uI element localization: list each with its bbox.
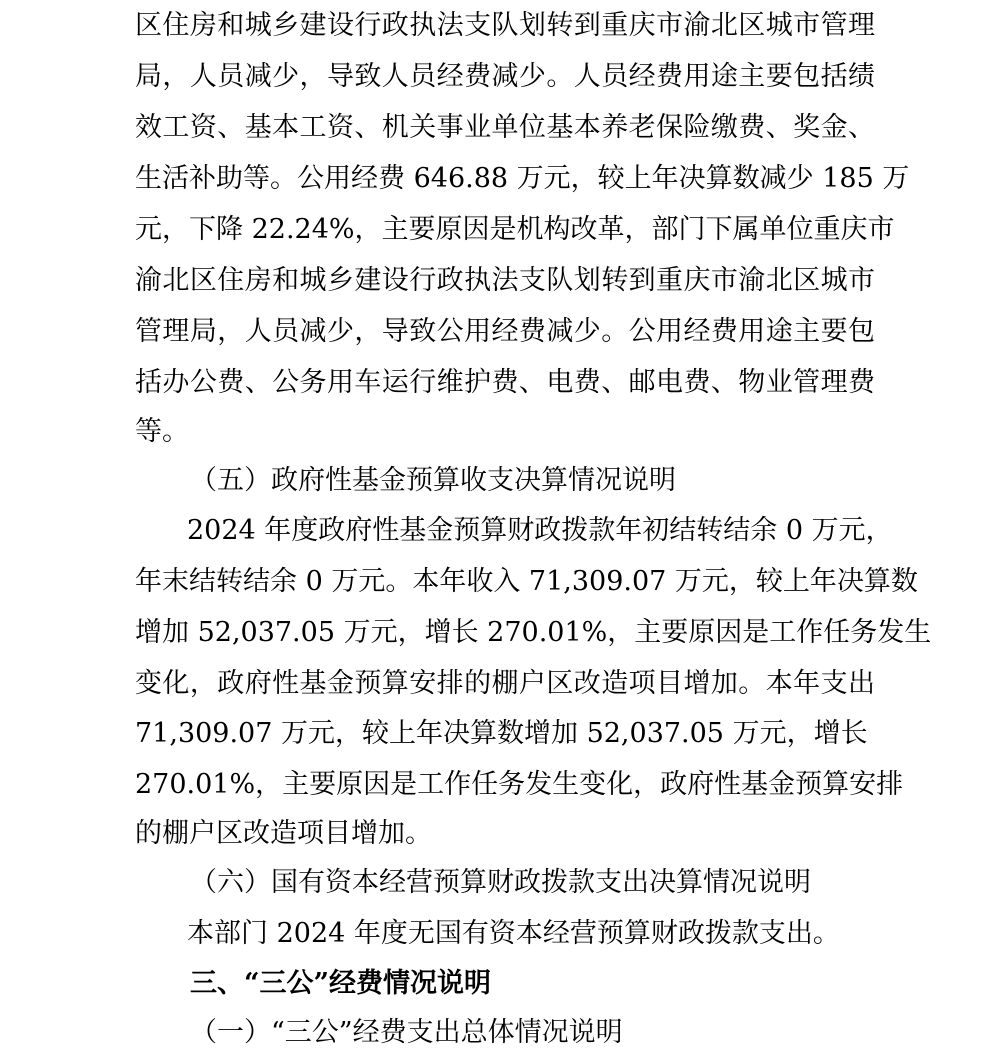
paragraph-line: 变化，政府性基金预算安排的棚户区改造项目增加。本年支出 — [135, 668, 875, 699]
paragraph-line: 2024 年度政府性基金预算财政拨款年初结转结余 0 万元， — [187, 515, 893, 546]
paragraph-line: 局，人员减少，导致人员经费减少。人员经费用途主要包括绩 — [135, 61, 875, 92]
paragraph-line: 本部门 2024 年度无国有资本经营预算财政拨款支出。 — [187, 918, 840, 949]
paragraph-line: 管理局，人员减少，导致公用经费减少。公用经费用途主要包 — [135, 316, 875, 347]
paragraph-line: 的棚户区改造项目增加。 — [135, 818, 432, 849]
paragraph-line: 区住房和城乡建设行政执法支队划转到重庆市渝北区城市管理 — [135, 10, 875, 41]
paragraph-line: 71,309.07 万元，较上年决算数增加 52,037.05 万元，增长 — [135, 718, 868, 749]
paragraph-line: 等。 — [135, 416, 189, 447]
paragraph-line: 270.01%，主要原因是工作任务发生变化，政府性基金预算安排 — [135, 769, 904, 800]
paragraph-line: 年末结转结余 0 万元。本年收入 71,309.07 万元，较上年决算数 — [135, 566, 918, 597]
section-heading: （六）国有资本经营预算财政拨款支出决算情况说明 — [190, 867, 811, 898]
section-heading: （一）“三公”经费支出总体情况说明 — [190, 1017, 623, 1048]
paragraph-line: 元，下降 22.24%，主要原因是机构改革，部门下属单位重庆市 — [135, 214, 895, 245]
section-heading: （五）政府性基金预算收支决算情况说明 — [190, 465, 676, 496]
paragraph-line: 渝北区住房和城乡建设行政执法支队划转到重庆市渝北区城市 — [135, 265, 875, 296]
paragraph-line: 增加 52,037.05 万元，增长 270.01%，主要原因是工作任务发生 — [135, 617, 932, 648]
paragraph-line: 括办公费、公务用车运行维护费、电费、邮电费、物业管理费 — [135, 367, 875, 398]
paragraph-line: 生活补助等。公用经费 646.88 万元，较上年决算数减少 185 万 — [135, 163, 910, 194]
paragraph-line: 效工资、基本工资、机关事业单位基本养老保险缴费、奖金、 — [135, 112, 875, 143]
part-heading: 三、“三公”经费情况说明 — [190, 968, 492, 999]
